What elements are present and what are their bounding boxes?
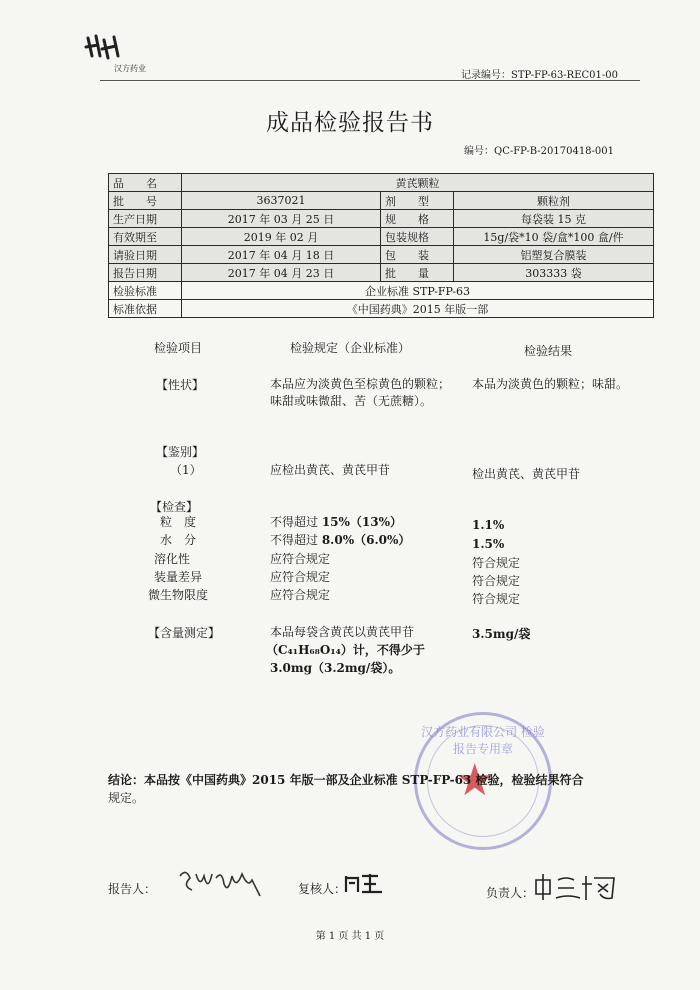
dosage-form-label: 剂 型 bbox=[381, 192, 454, 210]
section-assay-title: 【含量测定】 bbox=[148, 626, 221, 640]
column-heading-item: 检验项目 bbox=[154, 341, 203, 355]
character-rule: 本品应为淡黄色至棕黄色的颗粒；味甜或味微甜、苦（无蔗糖）。 bbox=[270, 377, 451, 408]
seal-star-icon: ★ bbox=[455, 755, 495, 806]
table-row bbox=[109, 264, 654, 282]
production-date-label: 生产日期 bbox=[109, 210, 182, 228]
check-item-name: 粒 度 bbox=[160, 515, 197, 529]
conclusion-line2: 规定。 bbox=[108, 791, 145, 805]
report-date-value: 2017 年 04 月 23 日 bbox=[182, 264, 381, 282]
request-date-value: 2017 年 04 月 18 日 bbox=[182, 246, 381, 264]
product-name-label: 品 名 bbox=[109, 174, 182, 192]
check-item-rule: 应符合规定 bbox=[270, 552, 331, 566]
responsible-signature bbox=[530, 870, 620, 904]
package-spec-label: 包装规格 bbox=[381, 228, 454, 246]
document-title: 成品检验报告书 bbox=[266, 110, 434, 136]
check-item-rule: 不得超过 8.0%（6.0%） bbox=[270, 533, 411, 547]
assay-rule-line1: 本品每袋含黄芪以黄芪甲苷 bbox=[270, 625, 415, 639]
identify-item: （1） bbox=[170, 463, 202, 477]
dosage-form-value: 颗粒剂 bbox=[454, 192, 654, 210]
check-item-result: 符合规定 bbox=[472, 556, 521, 570]
reporter-signature bbox=[176, 866, 266, 900]
check-item-name: 溶化性 bbox=[154, 552, 191, 566]
table-row bbox=[109, 300, 654, 318]
section-check-title: 【检查】 bbox=[150, 500, 199, 514]
specification-value: 每袋装 15 克 bbox=[454, 210, 654, 228]
expiry-label: 有效期至 bbox=[109, 228, 182, 246]
responsible-label: 负责人： bbox=[486, 886, 535, 900]
table-row bbox=[109, 246, 654, 264]
character-result: 本品为淡黄色的颗粒；味甜。 bbox=[472, 377, 629, 391]
report-date-label: 报告日期 bbox=[109, 264, 182, 282]
section-identify-title: 【鉴别】 bbox=[156, 445, 205, 459]
check-item-name: 微生物限度 bbox=[148, 588, 209, 602]
packaging-label: 包 装 bbox=[381, 246, 454, 264]
batch-quantity-label: 批 量 bbox=[381, 264, 454, 282]
table-row bbox=[109, 228, 654, 246]
batch-no-value: 3637021 bbox=[182, 192, 381, 210]
check-item-rule: 不得超过 15%（13%） bbox=[270, 515, 403, 529]
identify-rule: 应检出黄芪、黄芪甲苷 bbox=[270, 463, 391, 477]
product-info-table bbox=[108, 173, 654, 318]
header-divider bbox=[100, 80, 640, 81]
column-heading-rule: 检验规定（企业标准） bbox=[290, 341, 411, 355]
check-item-name: 水 分 bbox=[160, 533, 197, 547]
document-number: 编号：QC-FP-B-20170418-001 bbox=[464, 146, 615, 157]
table-row bbox=[109, 192, 654, 210]
request-date-label: 请验日期 bbox=[109, 246, 182, 264]
identify-result: 检出黄芪、黄芪甲苷 bbox=[472, 467, 581, 481]
assay-rule-line3: 3.0mg（3.2mg/袋）。 bbox=[270, 661, 401, 675]
expiry-value: 2019 年 02 月 bbox=[182, 228, 381, 246]
check-item-name: 装量差异 bbox=[154, 570, 203, 584]
check-item-rule: 应符合规定 bbox=[270, 570, 331, 584]
product-name-value: 黄芪颗粒 bbox=[182, 174, 654, 192]
reviewer-signature bbox=[344, 872, 384, 896]
record-number: 记录编号：STP-FP-63-REC01-00 bbox=[461, 70, 618, 81]
standard-value: 企业标准 STP-FP-63 bbox=[182, 282, 654, 300]
table-row bbox=[109, 210, 654, 228]
column-heading-result: 检验结果 bbox=[524, 344, 573, 358]
specification-label: 规 格 bbox=[381, 210, 454, 228]
check-item-rule: 应符合规定 bbox=[270, 588, 331, 602]
company-logo bbox=[84, 34, 124, 60]
standard-label: 检验标准 bbox=[109, 282, 182, 300]
assay-rule-line2: （C₄₁H₆₈O₁₄）计，不得少于 bbox=[266, 643, 425, 657]
package-spec-value: 15g/袋*10 袋/盒*100 盒/件 bbox=[454, 228, 654, 246]
section-character-title: 【性状】 bbox=[156, 378, 205, 392]
batch-quantity-value: 303333 袋 bbox=[454, 264, 654, 282]
check-item-result: 符合规定 bbox=[472, 574, 521, 588]
table-row bbox=[109, 282, 654, 300]
reviewer-label: 复核人： bbox=[298, 882, 347, 896]
check-item-result: 1.5% bbox=[472, 537, 505, 551]
company-seal: 汉方药业有限公司 检验报告专用章 ★ bbox=[414, 712, 552, 850]
reporter-label: 报告人： bbox=[108, 882, 157, 896]
check-item-result: 符合规定 bbox=[472, 592, 521, 606]
check-item-result: 1.1% bbox=[472, 518, 505, 532]
company-name: 汉方药业 bbox=[114, 64, 146, 73]
page-number: 第 1 页 共 1 页 bbox=[315, 931, 385, 942]
production-date-value: 2017 年 03 月 25 日 bbox=[182, 210, 381, 228]
packaging-value: 铝塑复合膜装 bbox=[454, 246, 654, 264]
basis-label: 标准依据 bbox=[109, 300, 182, 318]
conclusion-line1: 结论：本品按《中国药典》2015 年版一部及企业标准 STP-FP-63 检验，检验结果符合 bbox=[108, 773, 584, 787]
table-row bbox=[109, 174, 654, 192]
basis-value: 《中国药典》2015 年版一部 bbox=[182, 300, 654, 318]
batch-no-label: 批 号 bbox=[109, 192, 182, 210]
assay-result: 3.5mg/袋 bbox=[472, 627, 531, 641]
